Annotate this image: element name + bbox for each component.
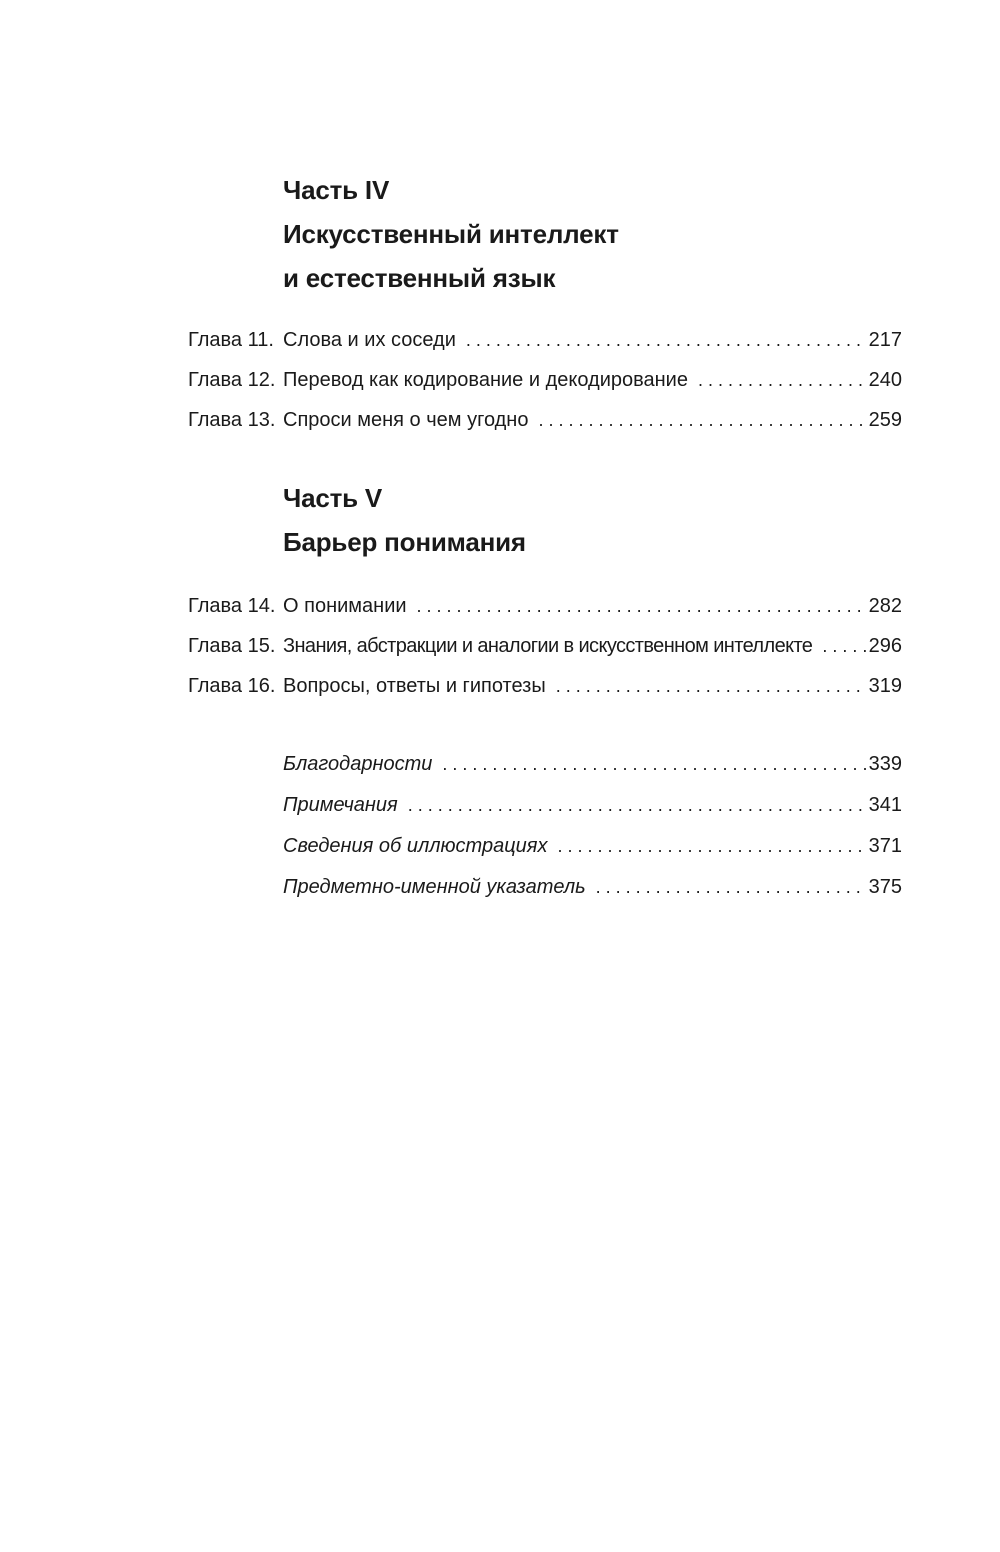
entry-title: Благодарности	[283, 753, 433, 775]
page-number: 217	[868, 329, 902, 351]
page-number: 319	[868, 675, 902, 697]
page-number: 240	[868, 369, 902, 391]
dot-leader	[408, 785, 867, 826]
chapter-number: Глава 16.	[188, 675, 276, 697]
toc-entry-chapter-12[interactable]	[188, 360, 902, 400]
toc-entry-illustration-credits[interactable]	[283, 826, 902, 867]
dot-leader	[417, 586, 867, 626]
chapter-title: Перевод как кодирование и декодирование	[283, 369, 688, 391]
part-4-heading: Часть IV	[283, 175, 390, 205]
dot-leader	[442, 744, 866, 785]
chapter-title: О понимании	[283, 595, 407, 617]
dot-leader	[557, 826, 866, 867]
dot-leader	[698, 360, 867, 400]
chapter-title: Знания, абстракции и аналогии в искусственном интеллекте	[283, 635, 813, 657]
part-5-heading: Часть V	[283, 483, 383, 513]
dot-leader	[466, 320, 867, 360]
page-number: 375	[868, 876, 902, 898]
chapter-number: Глава 15.	[188, 635, 276, 657]
chapter-number: Глава 11.	[188, 329, 274, 351]
chapter-number: Глава 13.	[188, 409, 276, 431]
chapter-title: Вопросы, ответы и гипотезы	[283, 675, 546, 697]
toc-entry-chapter-13[interactable]	[188, 400, 902, 440]
toc-entry-chapter-11[interactable]	[188, 320, 902, 360]
entry-title: Примечания	[283, 794, 398, 816]
page-number: 341	[868, 794, 902, 816]
toc-entry-chapter-16[interactable]	[188, 666, 902, 706]
back-matter-list	[283, 744, 902, 908]
chapter-number: Глава 14.	[188, 595, 276, 617]
dot-leader	[596, 867, 867, 908]
page-number: 282	[868, 595, 902, 617]
page-number: 259	[868, 409, 902, 431]
chapter-number: Глава 12.	[188, 369, 276, 391]
part-5-title-line-1: Барьер понимания	[283, 527, 526, 557]
dot-leader	[822, 626, 866, 666]
toc-entry-index[interactable]	[283, 867, 902, 908]
entry-title: Сведения об иллюстрациях	[283, 835, 548, 857]
toc-entry-notes[interactable]	[283, 785, 902, 826]
page-number: 296	[868, 635, 902, 657]
part-4-header	[283, 168, 903, 300]
toc-entry-chapter-15[interactable]	[188, 626, 902, 666]
dot-leader	[538, 400, 866, 440]
page-number: 339	[868, 753, 902, 775]
part-4-chapter-list	[188, 320, 902, 440]
chapter-title: Слова и их соседи	[283, 329, 456, 351]
chapter-title: Спроси меня о чем угодно	[283, 409, 529, 431]
part-5-chapter-list	[188, 586, 902, 706]
dot-leader	[556, 666, 867, 706]
page-number: 371	[868, 835, 902, 857]
toc-entry-chapter-14[interactable]	[188, 586, 902, 626]
part-4-title-line-1: Искусственный интеллект	[283, 219, 619, 249]
part-5-header	[283, 476, 903, 564]
toc-entry-acknowledgements[interactable]	[283, 744, 902, 785]
part-4-title-line-2: и естественный язык	[283, 263, 556, 293]
entry-title: Предметно-именной указатель	[283, 876, 586, 898]
